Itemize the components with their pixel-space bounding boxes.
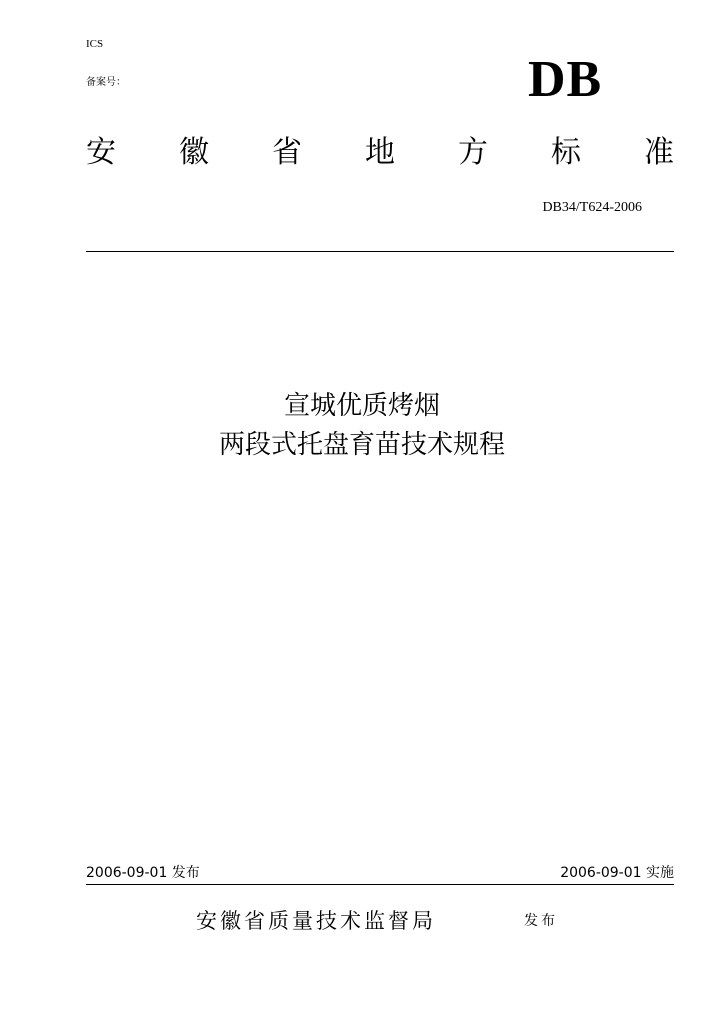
db-logo: DB bbox=[528, 51, 603, 108]
standard-title-char: 地 bbox=[365, 135, 395, 170]
standard-title-char: 方 bbox=[458, 135, 488, 170]
header-divider bbox=[86, 251, 674, 252]
document-title-line-2: 两段式托盘育苗技术规程 bbox=[218, 430, 505, 460]
filing-number-label: 备案号： bbox=[86, 77, 126, 88]
issuing-authority: 安徽省质量技术监督局 bbox=[196, 909, 436, 933]
standard-number: DB34/T624-2006 bbox=[542, 200, 642, 215]
standard-title-char: 省 bbox=[272, 135, 302, 170]
issue-date: 2006-09-01 发布 bbox=[86, 865, 200, 881]
document-title-line-1: 宣城优质烤烟 bbox=[283, 391, 440, 421]
ics-label: ICS bbox=[86, 38, 104, 50]
standard-title-char: 准 bbox=[644, 135, 674, 170]
standard-title-char: 安 bbox=[86, 135, 116, 170]
standard-category-title bbox=[86, 133, 674, 173]
issuing-authority-suffix: 发布 bbox=[524, 913, 558, 929]
standard-title-char: 徽 bbox=[179, 135, 209, 170]
standard-title-char: 标 bbox=[551, 135, 581, 170]
implementation-date: 2006-09-01 实施 bbox=[560, 865, 674, 881]
footer-divider bbox=[86, 884, 674, 885]
